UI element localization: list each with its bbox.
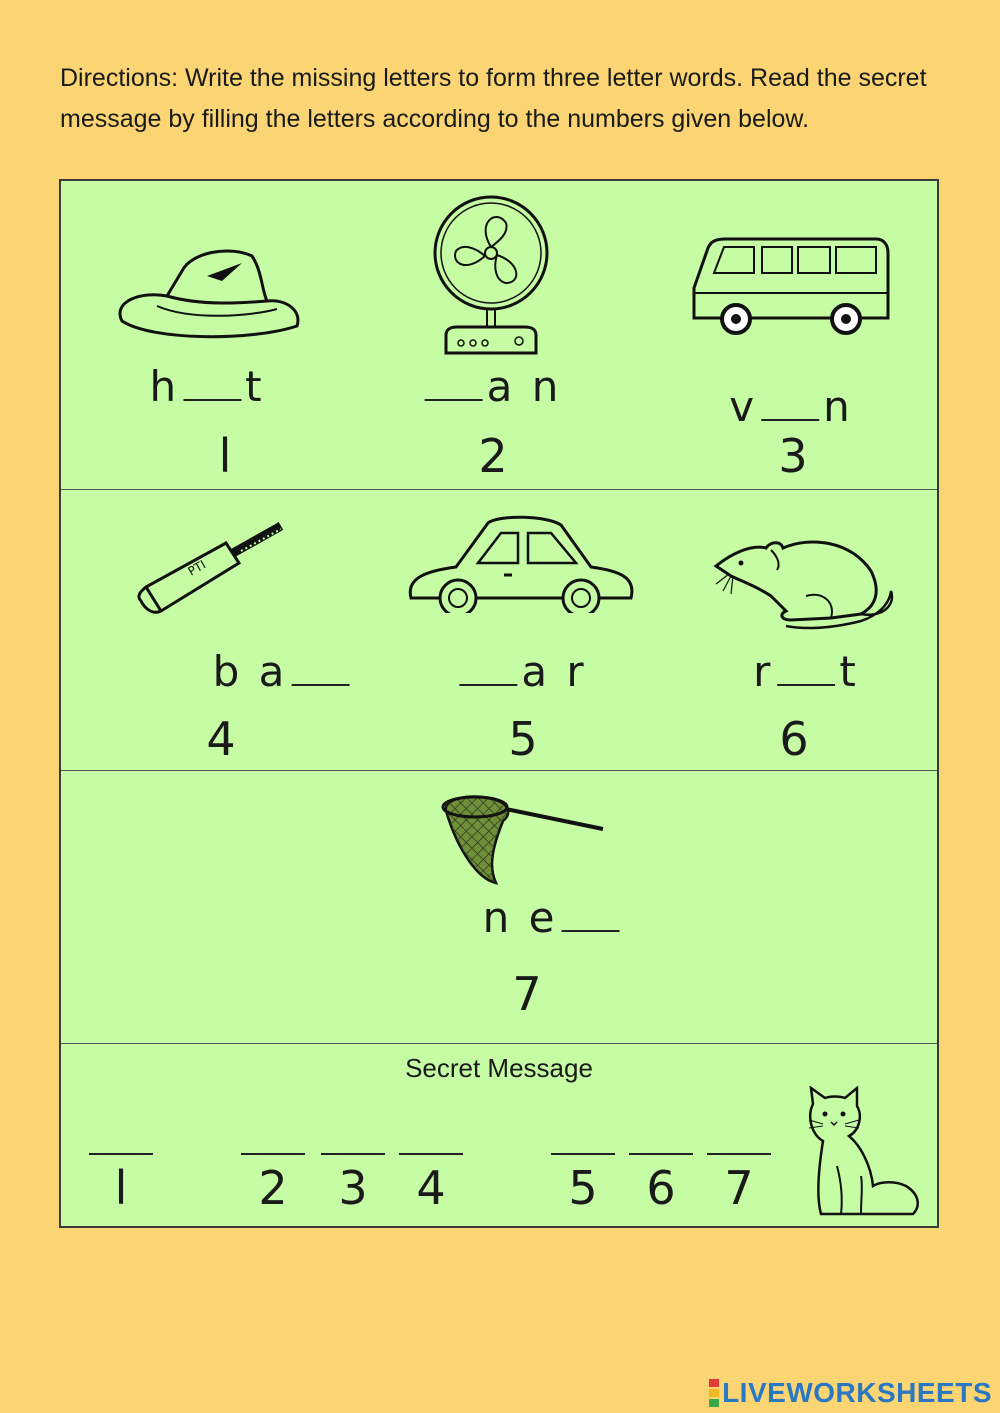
slot-number: 4 bbox=[416, 1161, 446, 1215]
word-suffix: t bbox=[839, 647, 859, 696]
letter-number: 3 bbox=[778, 429, 808, 483]
word-prefix: h bbox=[149, 362, 180, 411]
word-prefix: b a bbox=[212, 647, 288, 696]
cat-icon bbox=[801, 1086, 931, 1221]
word-prefix: v bbox=[729, 382, 758, 431]
word-puzzle bbox=[212, 647, 354, 696]
answer-blank[interactable] bbox=[291, 680, 349, 686]
letter-number: 4 bbox=[206, 712, 236, 766]
worksheet-panel bbox=[59, 179, 939, 1228]
word-puzzle bbox=[482, 893, 624, 942]
letter-number: 6 bbox=[779, 712, 809, 766]
row-divider bbox=[61, 1043, 937, 1044]
answer-blank[interactable] bbox=[459, 680, 517, 686]
row-divider bbox=[61, 770, 937, 771]
bat-icon bbox=[131, 521, 291, 621]
brand-logo bbox=[709, 1377, 992, 1409]
hat-icon bbox=[112, 241, 302, 341]
row-divider bbox=[61, 489, 937, 490]
car-icon bbox=[406, 513, 636, 613]
word-suffix: a r bbox=[521, 647, 587, 696]
word-suffix: t bbox=[245, 362, 265, 411]
word-puzzle bbox=[149, 362, 265, 411]
secret-slot[interactable] bbox=[89, 1153, 153, 1215]
slot-number: l bbox=[114, 1161, 128, 1215]
answer-blank[interactable] bbox=[561, 926, 619, 932]
answer-blank[interactable] bbox=[761, 415, 819, 421]
answer-blank[interactable] bbox=[183, 395, 241, 401]
letter-number: 5 bbox=[508, 712, 538, 766]
letter-number: 7 bbox=[512, 967, 542, 1021]
net-icon bbox=[438, 791, 608, 891]
secret-slot[interactable] bbox=[707, 1153, 771, 1215]
secret-slot[interactable] bbox=[629, 1153, 693, 1215]
secret-message-title: Secret Message bbox=[405, 1053, 593, 1083]
word-puzzle bbox=[455, 647, 587, 696]
letter-number: l bbox=[218, 429, 232, 483]
van-icon bbox=[686, 233, 896, 343]
answer-blank[interactable] bbox=[425, 395, 483, 401]
slot-number: 7 bbox=[724, 1161, 754, 1215]
slot-number: 2 bbox=[258, 1161, 288, 1215]
slot-number: 5 bbox=[568, 1161, 598, 1215]
directions-text: Directions: Write the missing letters to form three letter words. Read the secret message by filling the letters according to the numbers given below. bbox=[60, 64, 927, 133]
secret-slot[interactable] bbox=[241, 1153, 305, 1215]
secret-slot[interactable] bbox=[551, 1153, 615, 1215]
liveworksheets-logo-icon bbox=[709, 1378, 719, 1408]
word-puzzle bbox=[421, 362, 562, 411]
word-suffix: n bbox=[823, 382, 853, 431]
answer-blank[interactable] bbox=[777, 680, 835, 686]
secret-slot[interactable] bbox=[321, 1153, 385, 1215]
word-suffix: a n bbox=[486, 362, 562, 411]
brand-name: LIVEWORKSHEETS bbox=[722, 1377, 992, 1408]
fan-icon bbox=[421, 193, 561, 358]
svg-text:PTI: PTI bbox=[185, 557, 209, 579]
word-puzzle bbox=[729, 382, 853, 431]
word-prefix: r bbox=[753, 647, 774, 696]
slot-number: 3 bbox=[338, 1161, 368, 1215]
letter-number: 2 bbox=[478, 429, 508, 483]
word-prefix: n e bbox=[482, 893, 558, 942]
rat-icon bbox=[711, 536, 901, 636]
word-puzzle bbox=[753, 647, 859, 696]
secret-slot[interactable] bbox=[399, 1153, 463, 1215]
slot-number: 6 bbox=[646, 1161, 676, 1215]
